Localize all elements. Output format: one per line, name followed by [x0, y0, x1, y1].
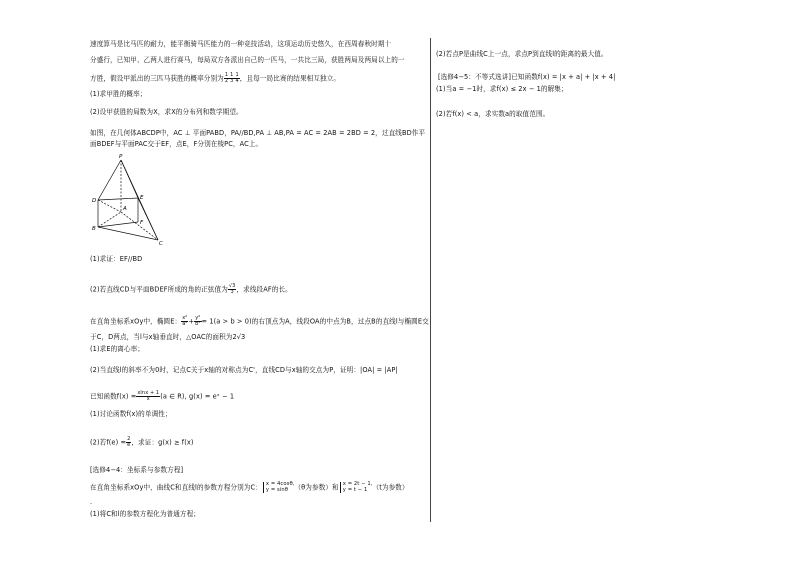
- polar-problem-line: [90, 482, 409, 493]
- prob-fraction-3: $\frac{1}{4}$: [235, 72, 239, 84]
- ellipse-y-fraction: $\frac{\text{y²}}{\text{b²}}$: [195, 315, 201, 327]
- function-fraction: $\frac{xlnx + 1}{x}$: [137, 390, 160, 402]
- curve-c-system: x = 4cosθ, y = sinθ: [263, 482, 295, 493]
- ellipse-x-fraction: $\frac{\text{x²}}{\text{a²}}$: [182, 315, 188, 327]
- prob-fraction-2: $\frac{1}{3}$: [230, 72, 234, 84]
- geometry-problem-line1: 如图，在几何体ABCDP中，AC ⊥ 平面PABD，PA//BD,PA ⊥ AB,PA = AC = 2AB = 2BD = 2，过直线BD作平: [90, 129, 426, 137]
- polar-text-mid: （θ为参数）和: [294, 483, 339, 492]
- function-text-end: (a ∈ R), g(x) = eˣ − 1: [160, 392, 235, 401]
- function-question-2-end: ，求证：g(x) ≥ f(x): [131, 438, 194, 447]
- polar-dot: .: [90, 498, 93, 506]
- geometry-problem-line2: 面BDEF与平面PAC交于EF，点E，F分别在棱PC，AC上。: [90, 140, 263, 148]
- sine-fraction: $\frac{√3}{3}$: [228, 283, 236, 295]
- ellipse-problem-line1: [90, 316, 429, 327]
- prob-fraction-1: $\frac{1}{2}$: [224, 72, 229, 84]
- ellipse-plus: +: [188, 317, 195, 326]
- polar-question-1: (1)将C和l的参数方程化为普通方程；: [90, 510, 200, 518]
- geometry-question-2: [90, 284, 292, 295]
- edge-PD: [98, 160, 121, 200]
- label-C: C: [159, 241, 163, 247]
- polar-section-title: [选修4−4：坐标系与参数方程]: [90, 466, 184, 474]
- label-A: A: [123, 206, 127, 212]
- horse-question-2: (2)设甲获胜的局数为X，求X的分布列和数学期望。: [90, 108, 243, 116]
- label-F: F: [140, 220, 144, 226]
- horse-problem-line3: [90, 73, 340, 84]
- function-text: 已知函数f(x) =: [90, 392, 137, 401]
- fe-fraction: $\frac{2}{e}$: [127, 436, 131, 448]
- ellipse-question-1: (1)求E的离心率；: [90, 345, 145, 353]
- geometry-question-2-end: ，求线段AF的长。: [236, 285, 292, 294]
- inequality-question-1: (1)当a = −1时，求f(x) ≤ 2x − 1的解集；: [436, 85, 568, 93]
- function-problem: [90, 391, 234, 402]
- horse-problem-line2: 分盛行，已知甲、乙两人进行赛马，每局双方各派出自己的一匹马，一共比三局，获胜两局及两局以上的一: [90, 56, 405, 64]
- label-B: B: [92, 226, 96, 232]
- horse-problem-line3-text: 方胜，假设甲派出的三匹马获胜的概率分别为: [90, 74, 224, 83]
- polar-question-2: (2)若点P是曲线C上一点，求点P到直线l的距离的最大值。: [436, 50, 608, 58]
- horse-problem-line1: 速度算马是比马匹的耐力，能平衡骑马匹能力的一种竞技活动，这项运动历史悠久，在西周春秋时期十: [90, 40, 392, 48]
- function-question-2-text: (2)若f(e) =: [90, 438, 127, 447]
- polar-text-end: （t为参数）: [372, 483, 409, 492]
- horse-question-1: (1)求甲胜的概率；: [90, 90, 147, 98]
- label-E: E: [140, 195, 144, 201]
- ellipse-line1-end: = 1(a > b > 0)的右顶点为A，线段OA的中点为B，过点B的直线l与椭圆E交: [201, 317, 429, 326]
- line-l-system: x = 2t − 1, y = t − 1: [340, 482, 373, 493]
- ellipse-question-2: (2)当直线l的斜率不为0时，记点C关于x轴的对称点为C'，直线CD与x轴的交点为P，证明：|OA| = |AP|: [90, 366, 398, 374]
- function-question-1: (1)讨论函数f(x)的单调性；: [90, 410, 172, 418]
- ellipse-problem-line2: 于C，D两点，当l与x轴垂直时，△OAC的面积为2√3: [90, 333, 246, 341]
- horse-problem-line3-end: ，且每一局比赛的结果相互独立。: [239, 74, 341, 83]
- geometry-figure: [88, 152, 168, 248]
- edge-DA: [98, 200, 121, 212]
- column-divider: [430, 38, 431, 522]
- geometry-question-1: (1)求证：EF//BD: [90, 255, 143, 263]
- inequality-section-title: [选修4−5：不等式选讲]已知函数f(x) = |x + a| + |x + 4|: [438, 73, 616, 81]
- edge-DE: [98, 198, 138, 200]
- label-D: D: [92, 198, 97, 204]
- inequality-question-2: (2)若f(x) < a，求实数a的取值范围。: [436, 110, 550, 118]
- function-question-2: [90, 437, 194, 448]
- polar-text: 在直角坐标系xOy中，曲线C和直线l的参数方程分别为C：: [90, 483, 262, 492]
- geometry-question-2-text: (2)若直线CD与平面BDEF所成的角的正弦值为: [90, 285, 228, 294]
- label-P: P: [119, 154, 123, 160]
- ellipse-line1-text: 在直角坐标系xOy中，椭圆E：: [90, 317, 182, 326]
